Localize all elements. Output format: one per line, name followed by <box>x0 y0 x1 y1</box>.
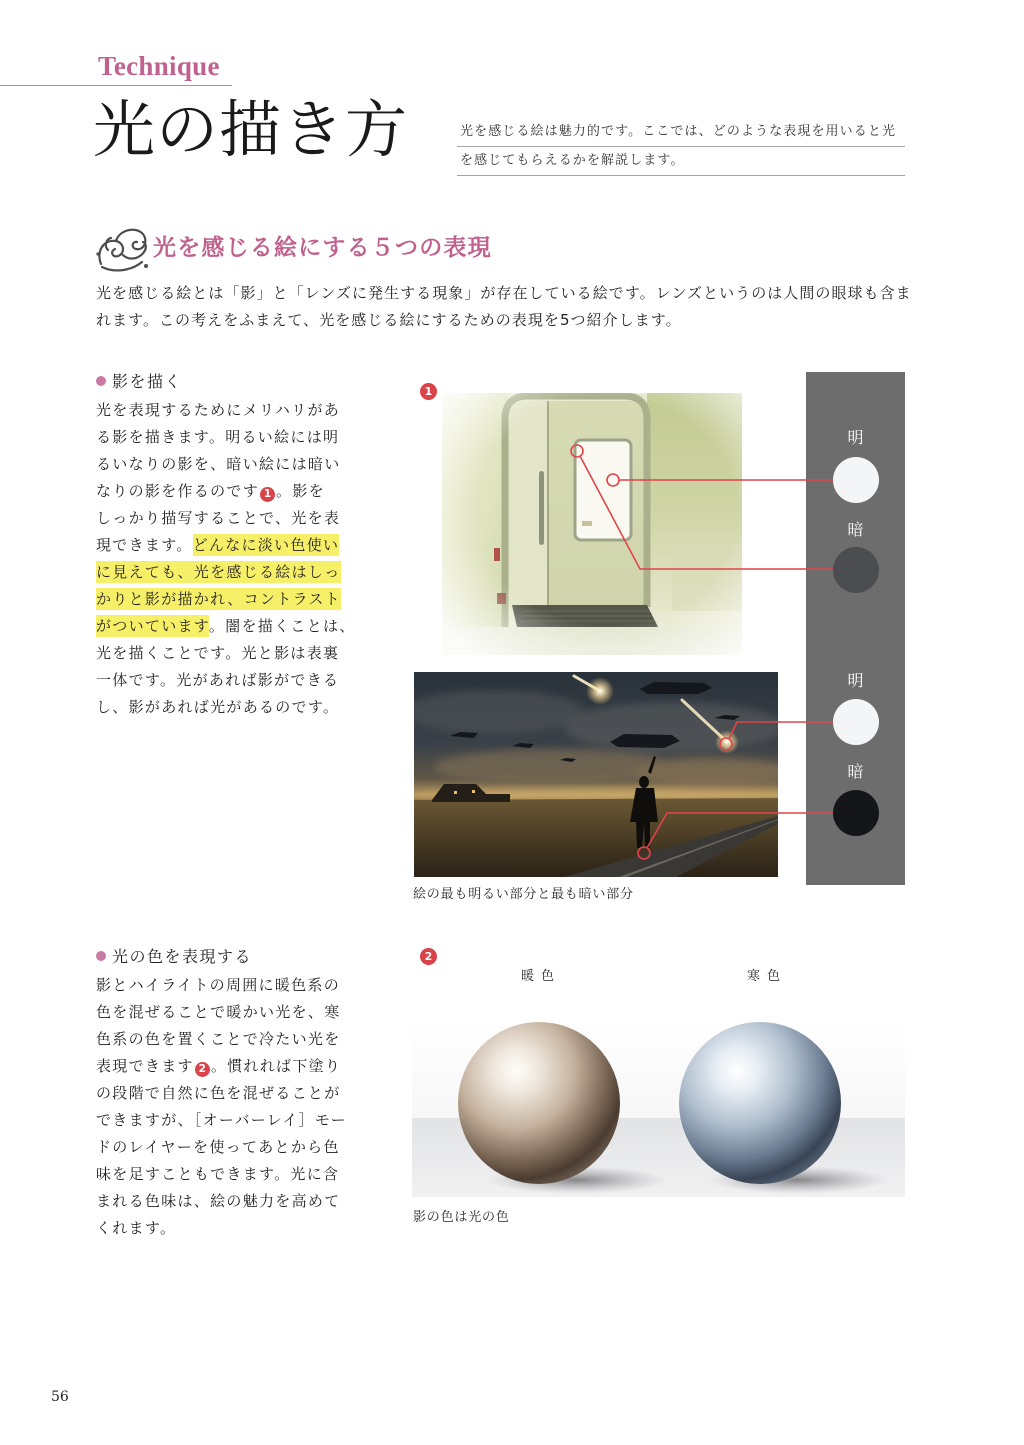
body-line <box>96 505 396 532</box>
text-run: の段階で自然に色を混ぜることが <box>96 1084 341 1102</box>
text-run: し、影があれば光があるのです。 <box>96 698 340 716</box>
text-run: るいなりの影を、暗い絵には暗い <box>96 455 341 473</box>
highlighted-text: がついています <box>96 617 209 635</box>
page-title: 光の描き方 <box>93 93 409 166</box>
figure-marker-1: 1 <box>420 383 437 400</box>
night-scene-painting <box>414 672 778 877</box>
text-run: 色を混ぜることで暖かい光を、寒 <box>96 1003 341 1021</box>
body-line <box>96 1026 396 1053</box>
scale-label-bright: 明 <box>847 428 864 447</box>
text-run: 。影を <box>276 482 325 500</box>
highlighted-text: かりと影が描かれ、コントラスト <box>96 590 341 608</box>
text-run: できますが、［オーバーレイ］モー <box>96 1111 347 1129</box>
body-line <box>96 1161 396 1188</box>
text-run: 表現できます <box>96 1057 194 1075</box>
highlighted-text: に見えても、光を感じる絵はしっ <box>96 563 341 581</box>
body-line <box>96 532 396 559</box>
text-run: 。闇を描くことは、 <box>208 617 356 635</box>
text-run: くれます。 <box>96 1219 177 1237</box>
tone-swatch-dark <box>833 790 879 836</box>
body-line <box>96 1215 396 1242</box>
topic-heading-shadow <box>96 370 182 394</box>
tone-swatch-bright <box>833 457 879 503</box>
text-run: しっかり描写することで、光を表 <box>96 509 341 527</box>
body-line <box>96 478 396 505</box>
body-line <box>96 972 396 999</box>
text-run: なりの影を作るのです <box>96 482 260 500</box>
body-line <box>96 586 396 613</box>
body-line <box>96 1080 396 1107</box>
body-line <box>96 559 396 586</box>
topic-body-shadow <box>96 397 396 721</box>
text-run: 影とハイライトの周囲に暖色系の <box>96 976 341 994</box>
body-line <box>96 1053 396 1080</box>
page-number: 56 <box>51 1389 69 1405</box>
scale-label-bright: 明 <box>847 671 864 690</box>
section-heading: 光を感じる絵にする５つの表現 <box>153 235 492 261</box>
figure-ref-marker: 2 <box>195 1062 210 1077</box>
text-run: 。慣れれば下塗り <box>210 1057 342 1075</box>
body-line <box>96 1107 396 1134</box>
ornament-swirl-icon <box>94 224 152 274</box>
text-run: 色系の色を置くことで冷たい光を <box>96 1030 341 1048</box>
section-intro-paragraph <box>96 280 926 334</box>
text-run: まれる色味は、絵の魅力を高めて <box>96 1192 341 1210</box>
body-line <box>96 999 396 1026</box>
train-door-painting <box>442 393 742 655</box>
warm-color-label: 暖色 <box>521 969 562 984</box>
scale-label-dark: 暗 <box>847 520 864 539</box>
bullet-dot-icon <box>96 376 106 386</box>
tone-swatch-bright <box>833 699 879 745</box>
technique-label: Technique <box>98 51 220 81</box>
scale-label-dark: 暗 <box>847 762 864 781</box>
bullet-dot-icon <box>96 951 106 961</box>
text-run: 一体です。光があれば影ができる <box>96 671 340 689</box>
body-line <box>96 424 396 451</box>
topic-heading-text: 光の色を表現する <box>112 947 253 966</box>
cool-color-label: 寒色 <box>747 969 788 984</box>
intro-box <box>457 118 905 176</box>
warm-cool-spheres-painting <box>412 1020 905 1197</box>
paragraph-line: 光を感じる絵とは「影」と「レンズに発生する現象」が存在している絵です。レンズというのは人間の眼球も含ま <box>96 284 912 302</box>
topic-heading-light-color <box>96 945 252 969</box>
text-run: 現できます。 <box>96 536 193 554</box>
body-line <box>96 613 396 640</box>
intro-line: 光を感じる絵は魅力的です。ここでは、どのような表現を用いると光 <box>457 118 905 147</box>
body-line <box>96 667 396 694</box>
body-line <box>96 694 396 721</box>
topic-heading-text: 影を描く <box>112 372 183 391</box>
body-line <box>96 1134 396 1161</box>
text-run: 味を足すこともできます。光に含 <box>96 1165 340 1183</box>
figure-ref-marker: 1 <box>260 487 275 502</box>
body-line <box>96 1188 396 1215</box>
figure-caption-2: 影の色は光の色 <box>413 1210 510 1225</box>
topic-body-light-color <box>96 972 396 1242</box>
body-line <box>96 451 396 478</box>
text-run: ドのレイヤーを使ってあとから色 <box>96 1138 340 1156</box>
text-run: 光を表現するためにメリハリがあ <box>96 401 341 419</box>
highlighted-text: どんなに淡い色使い <box>192 536 340 554</box>
paragraph-line: れます。この考えをふまえて、光を感じる絵にするための表現を5つ紹介します。 <box>96 311 682 329</box>
tone-swatch-dark <box>833 547 879 593</box>
intro-line: を感じてもらえるかを解説します。 <box>457 147 905 176</box>
text-run: る影を描きます。明るい絵には明 <box>96 428 340 446</box>
body-line <box>96 640 396 667</box>
figure-marker-2: 2 <box>420 948 437 965</box>
figure-caption-1: 絵の最も明るい部分と最も暗い部分 <box>413 887 634 902</box>
technique-rule <box>0 85 232 86</box>
body-line <box>96 397 396 424</box>
text-run: 光を描くことです。光と影は表裏 <box>96 644 340 662</box>
